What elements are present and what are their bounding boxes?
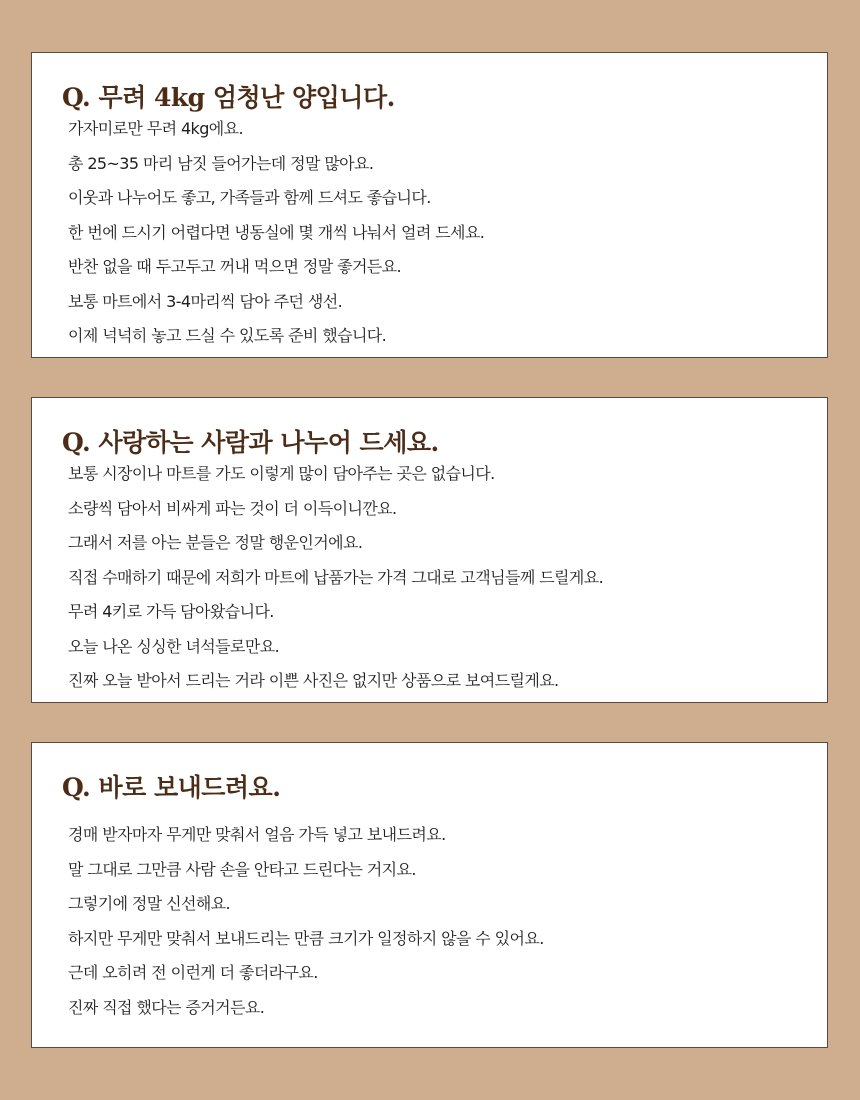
qa-card-portion (31, 52, 828, 358)
qa-body (68, 818, 544, 1025)
qa-line: 이웃과 나누어도 좋고, 가족들과 함께 드셔도 좋습니다. (68, 188, 431, 207)
qa-line: 이제 넉넉히 놓고 드실 수 있도록 준비 했습니다. (68, 326, 387, 345)
qa-title: Q. 무려 4kg 엄청난 양입니다. (62, 83, 395, 112)
qa-line: 보통 마트에서 3-4마리씩 담아 주던 생선. (68, 291, 343, 311)
qa-line: 경매 받자마자 무게만 맞춰서 얼음 가득 넣고 보내드려요. (68, 825, 446, 844)
qa-title: Q. 사랑하는 사람과 나누어 드세요. (62, 428, 439, 457)
qa-line: 반찬 없을 때 두고두고 꺼내 먹으면 정말 좋거든요. (68, 257, 402, 276)
qa-line: 가자미로만 무려 4kg에요. (68, 119, 243, 138)
qa-line: 그래서 저를 아는 분들은 정말 행운인거에요. (68, 533, 363, 552)
qa-title: Q. 바로 보내드려요. (62, 773, 281, 802)
qa-line: 진짜 오늘 받아서 드리는 거라 이쁜 사진은 없지만 상품으로 보여드릴게요. (68, 671, 559, 690)
qa-line: 보통 시장이나 마트를 가도 이렇게 많이 담아주는 곳은 없습니다. (68, 464, 495, 483)
qa-line: 오늘 나온 싱싱한 녀석들로만요. (68, 636, 280, 656)
qa-line: 무려 4키로 가득 담아왔습니다. (68, 602, 274, 621)
qa-line: 근데 오히려 전 이런게 더 좋더라구요. (68, 963, 318, 982)
qa-card-shipping (31, 742, 828, 1048)
qa-line: 말 그대로 그만큼 사람 손을 안타고 드린다는 거지요. (68, 859, 416, 879)
qa-line: 총 25~35 마리 남짓 들어가는데 정말 많아요. (68, 153, 374, 173)
qa-body (68, 112, 484, 354)
qa-card-sharing (31, 397, 828, 703)
qa-line: 그렇기에 정말 신선해요. (68, 894, 231, 913)
qa-line: 진짜 직접 했다는 증거거든요. (68, 997, 265, 1017)
qa-line: 소량씩 담아서 비싸게 파는 것이 더 이득이니깐요. (68, 498, 397, 518)
qa-line: 하지만 무게만 맞춰서 보내드리는 만큼 크기가 일정하지 않을 수 있어요. (68, 928, 544, 948)
qa-line: 한 번에 드시기 어렵다면 냉동실에 몇 개씩 나눠서 얼려 드세요. (68, 222, 485, 242)
qa-line: 직접 수매하기 때문에 저희가 마트에 납품가는 가격 그대로 고객님들께 드릴게요. (68, 567, 604, 587)
qa-body (68, 457, 603, 699)
